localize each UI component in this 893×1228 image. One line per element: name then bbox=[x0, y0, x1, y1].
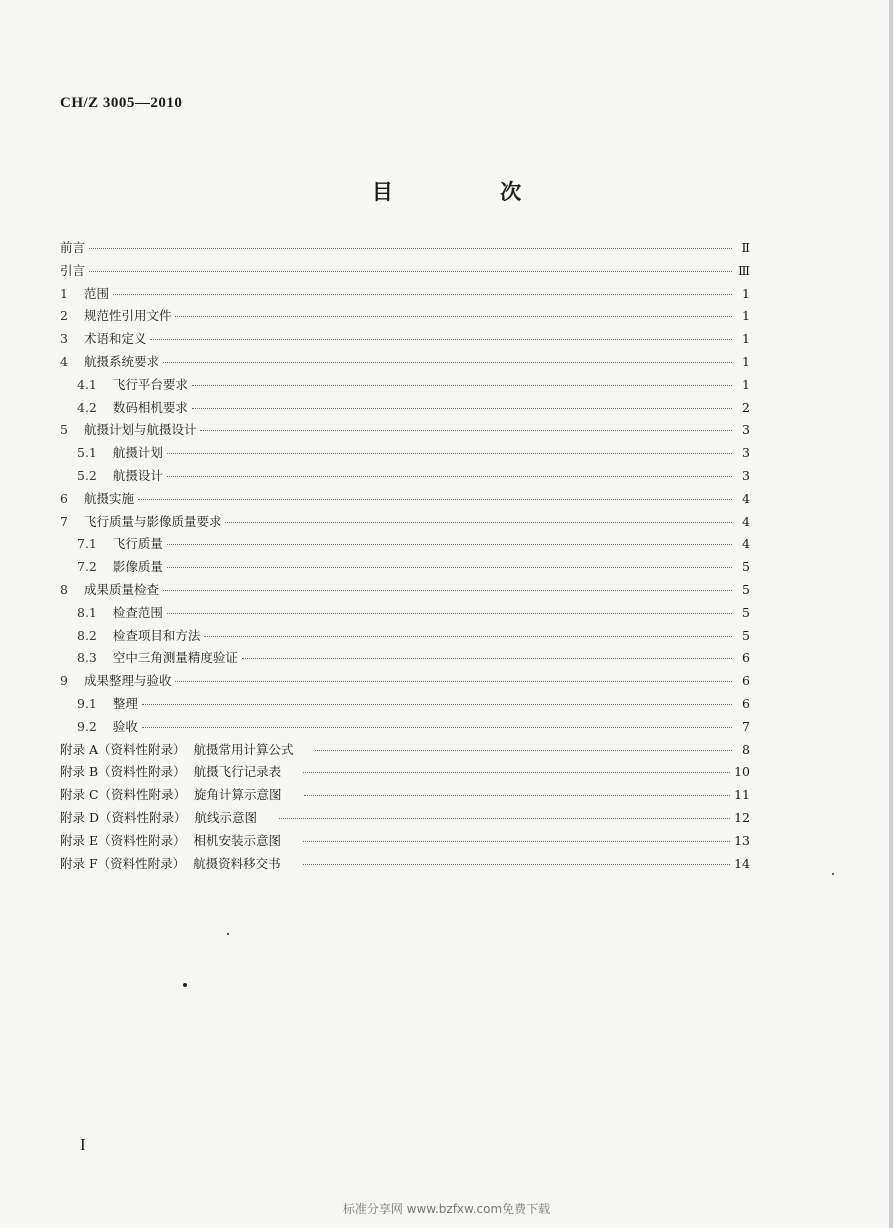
toc-entry[interactable] bbox=[60, 284, 750, 307]
toc-entry-text: 航摄计划 bbox=[112, 445, 163, 461]
toc-entry-page: Ⅲ bbox=[737, 262, 750, 278]
toc-entry-text: 检查项目和方法 bbox=[112, 627, 201, 643]
toc-entry[interactable] bbox=[60, 398, 750, 421]
toc-entry-label bbox=[60, 831, 281, 849]
toc-entry-text: 成果质量检查 bbox=[83, 581, 159, 597]
dot-leader bbox=[142, 727, 732, 728]
table-of-contents bbox=[60, 238, 750, 876]
toc-entry-page: 1 bbox=[742, 376, 750, 392]
toc-entry-text: 航摄设计 bbox=[112, 467, 163, 483]
toc-entry-label bbox=[60, 694, 138, 712]
toc-entry-page: 5 bbox=[742, 559, 750, 575]
toc-entry-number: 4 bbox=[60, 353, 68, 369]
toc-entry[interactable] bbox=[60, 603, 750, 626]
toc-entry[interactable] bbox=[60, 534, 750, 557]
toc-entry-page: 2 bbox=[742, 399, 750, 415]
toc-entry-text: 航摄系统要求 bbox=[83, 353, 159, 369]
toc-entry-label bbox=[60, 329, 146, 347]
dot-leader bbox=[167, 544, 732, 545]
dot-leader bbox=[279, 818, 730, 819]
toc-entry-label bbox=[60, 854, 281, 872]
toc-entry-page: 6 bbox=[742, 673, 750, 689]
toc-entry-text: 附录 B（资料性附录） 航摄飞行记录表 bbox=[60, 764, 282, 780]
dot-leader bbox=[167, 567, 732, 568]
toc-entry-label bbox=[60, 740, 293, 758]
toc-entry-page: 6 bbox=[742, 695, 750, 711]
toc-entry[interactable] bbox=[60, 512, 750, 535]
page-title: 目 次 bbox=[371, 180, 572, 204]
scan-speck bbox=[227, 933, 229, 935]
toc-entry-number: 7 bbox=[60, 513, 68, 529]
toc-entry-number: 1 bbox=[60, 285, 68, 301]
toc-entry-page: 3 bbox=[742, 445, 750, 461]
toc-entry[interactable] bbox=[60, 329, 750, 352]
toc-entry-text: 航摄计划与航摄设计 bbox=[83, 422, 197, 438]
toc-entry-page: 3 bbox=[742, 422, 750, 438]
dot-leader bbox=[167, 453, 732, 454]
toc-entry-page: 3 bbox=[742, 467, 750, 483]
toc-entry[interactable] bbox=[60, 717, 750, 740]
watermark-text: 标准分享网 www.bzfxw.com免费下载 bbox=[342, 1202, 551, 1216]
page-number: I bbox=[80, 1135, 86, 1154]
dot-leader bbox=[167, 613, 732, 614]
toc-entry[interactable] bbox=[60, 831, 750, 854]
toc-entry-number: 2 bbox=[60, 308, 68, 324]
toc-entry-page: 1 bbox=[742, 308, 750, 324]
toc-entry-text: 成果整理与验收 bbox=[83, 673, 172, 689]
toc-entry-page: 10 bbox=[734, 764, 750, 780]
toc-entry-page: 14 bbox=[734, 855, 750, 871]
toc-entry[interactable] bbox=[60, 261, 750, 284]
toc-entry-number: 8 bbox=[60, 581, 68, 597]
toc-entry-text: 飞行质量与影像质量要求 bbox=[83, 513, 222, 529]
toc-entry-page: 5 bbox=[742, 581, 750, 597]
dot-leader bbox=[163, 590, 732, 591]
toc-entry-label bbox=[60, 671, 171, 689]
toc-entry-text: 整理 bbox=[112, 695, 138, 711]
toc-entry-label bbox=[60, 648, 238, 666]
toc-entry-text: 附录 D（资料性附录） 航线示意图 bbox=[60, 809, 257, 825]
dot-leader bbox=[303, 772, 730, 773]
toc-entry[interactable] bbox=[60, 375, 750, 398]
toc-entry-label bbox=[60, 443, 163, 461]
toc-entry-label bbox=[60, 420, 196, 438]
toc-entry-number: 8.3 bbox=[77, 650, 97, 666]
toc-entry[interactable] bbox=[60, 466, 750, 489]
dot-leader bbox=[89, 271, 732, 272]
toc-entry[interactable] bbox=[60, 762, 750, 785]
toc-entry-page: 4 bbox=[742, 536, 750, 552]
dot-leader bbox=[304, 795, 731, 796]
dot-leader bbox=[192, 408, 732, 409]
toc-entry-page: 1 bbox=[742, 331, 750, 347]
toc-entry-text: 术语和定义 bbox=[83, 331, 147, 347]
toc-entry-text: 范围 bbox=[83, 285, 109, 301]
toc-entry-text: 检查范围 bbox=[112, 604, 163, 620]
toc-entry[interactable] bbox=[60, 580, 750, 603]
toc-entry[interactable] bbox=[60, 808, 750, 831]
toc-entry-text: 验收 bbox=[112, 718, 138, 734]
toc-entry-label bbox=[60, 626, 200, 644]
dot-leader bbox=[315, 750, 732, 751]
toc-entry-label bbox=[60, 306, 171, 324]
toc-entry-page: 5 bbox=[742, 604, 750, 620]
toc-entry-text: 前言 bbox=[60, 240, 86, 255]
toc-entry-page: 1 bbox=[742, 353, 750, 369]
toc-entry[interactable] bbox=[60, 740, 750, 763]
toc-entry-label bbox=[60, 261, 85, 279]
toc-entry[interactable] bbox=[60, 443, 750, 466]
toc-entry-label bbox=[60, 398, 188, 416]
toc-entry-text: 附录 E（资料性附录） 相机安装示意图 bbox=[60, 832, 282, 848]
toc-entry-label bbox=[60, 603, 163, 621]
toc-entry-page: 5 bbox=[742, 627, 750, 643]
toc-entry-label bbox=[60, 534, 163, 552]
toc-entry-page: 1 bbox=[742, 285, 750, 301]
toc-entry-label bbox=[60, 512, 221, 530]
toc-entry-page: Ⅱ bbox=[741, 240, 750, 255]
toc-entry-number: 3 bbox=[60, 331, 68, 347]
toc-entry-text: 附录 F（资料性附录） 航摄资料移交书 bbox=[60, 855, 281, 871]
toc-entry-number: 9 bbox=[60, 673, 68, 689]
toc-entry-page: 11 bbox=[734, 787, 750, 803]
toc-entry-number: 7.1 bbox=[77, 536, 97, 552]
toc-entry-page: 4 bbox=[742, 513, 750, 529]
toc-entry-text: 飞行质量 bbox=[112, 536, 163, 552]
dot-leader bbox=[163, 362, 732, 363]
toc-entry-number: 9.1 bbox=[77, 695, 97, 711]
toc-entry[interactable] bbox=[60, 352, 750, 375]
toc-entry[interactable] bbox=[60, 626, 750, 649]
toc-entry-number: 4.2 bbox=[77, 399, 97, 415]
toc-entry-text: 影像质量 bbox=[112, 559, 163, 575]
toc-entry[interactable] bbox=[60, 648, 750, 671]
toc-entry-page: 6 bbox=[742, 650, 750, 666]
dot-leader bbox=[242, 658, 732, 659]
toc-entry-number: 5 bbox=[60, 422, 68, 438]
toc-entry-page: 7 bbox=[742, 718, 750, 734]
toc-entry-label bbox=[60, 352, 159, 370]
toc-entry-page: 13 bbox=[734, 832, 750, 848]
toc-entry-page: 4 bbox=[742, 490, 750, 506]
toc-entry-number: 8.1 bbox=[77, 604, 97, 620]
toc-entry-number: 4.1 bbox=[77, 376, 97, 392]
toc-entry-label bbox=[60, 238, 85, 256]
toc-entry-text: 引言 bbox=[60, 262, 86, 278]
toc-entry[interactable] bbox=[60, 694, 750, 717]
toc-entry-text: 空中三角测量精度验证 bbox=[112, 650, 238, 666]
dot-leader bbox=[175, 681, 732, 682]
toc-entry-page: 12 bbox=[734, 809, 750, 825]
dot-leader bbox=[303, 864, 730, 865]
toc-entry-text: 航摄实施 bbox=[83, 490, 134, 506]
dot-leader bbox=[150, 339, 732, 340]
toc-entry-label bbox=[60, 375, 188, 393]
toc-entry-page: 8 bbox=[742, 741, 750, 757]
toc-entry-label bbox=[60, 466, 163, 484]
toc-entry[interactable] bbox=[60, 420, 750, 443]
toc-entry-text: 附录 A（资料性附录） 航摄常用计算公式 bbox=[60, 741, 294, 757]
toc-entry[interactable] bbox=[60, 489, 750, 512]
toc-entry-text: 规范性引用文件 bbox=[83, 308, 172, 324]
toc-entry[interactable] bbox=[60, 238, 750, 261]
scan-speck bbox=[183, 983, 187, 987]
toc-entry[interactable] bbox=[60, 557, 750, 580]
dot-leader bbox=[175, 316, 732, 317]
dot-leader bbox=[113, 294, 732, 295]
toc-entry-number: 9.2 bbox=[77, 718, 97, 734]
toc-entry-number: 5.1 bbox=[77, 445, 97, 461]
toc-entry-number: 5.2 bbox=[77, 467, 97, 483]
dot-leader bbox=[303, 841, 730, 842]
scan-speck bbox=[832, 873, 834, 875]
toc-entry-number: 7.2 bbox=[77, 559, 97, 575]
toc-entry-text: 附录 C（资料性附录） 旋角计算示意图 bbox=[60, 787, 282, 803]
toc-entry[interactable] bbox=[60, 854, 750, 877]
standard-code: CH/Z 3005—2010 bbox=[60, 95, 183, 111]
toc-entry-label bbox=[60, 557, 163, 575]
toc-entry-label bbox=[60, 785, 282, 803]
toc-entry[interactable] bbox=[60, 671, 750, 694]
toc-entry-label bbox=[60, 762, 281, 780]
toc-entry-label bbox=[60, 284, 109, 302]
toc-entry-label bbox=[60, 580, 159, 598]
toc-entry-number: 8.2 bbox=[77, 627, 97, 643]
dot-leader bbox=[200, 430, 732, 431]
dot-leader bbox=[204, 636, 732, 637]
dot-leader bbox=[142, 704, 732, 705]
toc-entry[interactable] bbox=[60, 306, 750, 329]
toc-entry-text: 飞行平台要求 bbox=[112, 376, 188, 392]
toc-entry-number: 6 bbox=[60, 490, 68, 506]
toc-entry-label bbox=[60, 717, 138, 735]
dot-leader bbox=[192, 385, 732, 386]
toc-entry-label bbox=[60, 489, 134, 507]
dot-leader bbox=[167, 476, 732, 477]
toc-entry-label bbox=[60, 808, 257, 826]
toc-entry[interactable] bbox=[60, 785, 750, 808]
dot-leader bbox=[138, 499, 732, 500]
dot-leader bbox=[89, 248, 732, 249]
toc-entry-text: 数码相机要求 bbox=[112, 399, 188, 415]
dot-leader bbox=[225, 522, 732, 523]
